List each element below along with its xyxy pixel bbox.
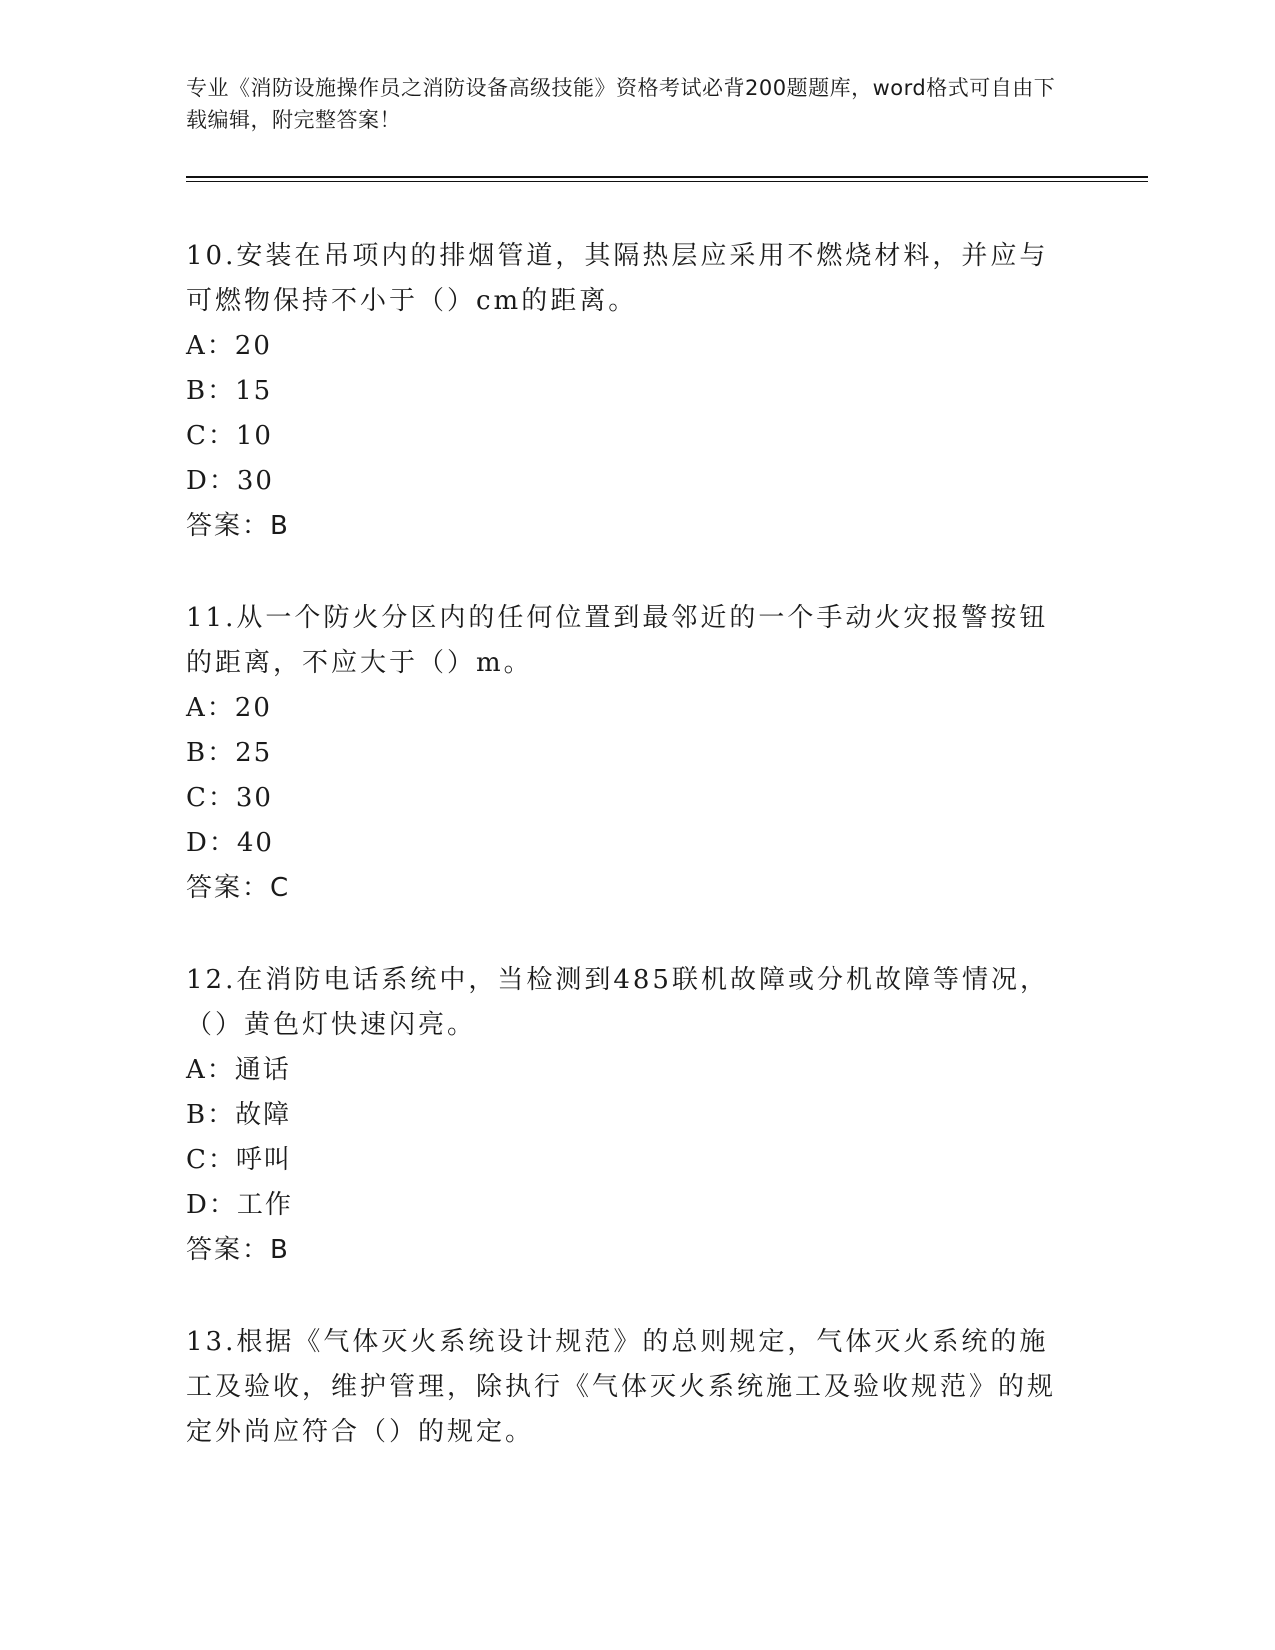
question-stem: 10.安装在吊项内的排烟管道，其隔热层应采用不燃烧材料，并应与可燃物保持不小于（）cm的距离。 bbox=[186, 241, 1049, 316]
header-divider-thin bbox=[186, 181, 1148, 182]
option-b: B：25 bbox=[186, 738, 273, 768]
answer-line: 答案：B bbox=[186, 1235, 290, 1265]
option-c: C：10 bbox=[186, 421, 273, 451]
option-a: A：20 bbox=[186, 693, 272, 723]
option-c: C：呼叫 bbox=[186, 1145, 292, 1175]
question-stem: 13.根据《气体灭火系统设计规范》的总则规定，气体灭火系统的施工及验收，维护管理，除执行《气体灭火系统施工及验收规范》的规定外尚应符合（）的规定。 bbox=[186, 1327, 1057, 1447]
option-b: B：故障 bbox=[186, 1100, 292, 1130]
option-c: C：30 bbox=[186, 783, 273, 813]
option-a: A：通话 bbox=[186, 1055, 291, 1085]
question-stem: 11.从一个防火分区内的任何位置到最邻近的一个手动火灾报警按钮的距离，不应大于（）m。 bbox=[186, 603, 1049, 678]
question-stem: 12.在消防电话系统中，当检测到485联机故障或分机故障等情况，（）黄色灯快速闪亮。 bbox=[186, 965, 1049, 1040]
document-header: 专业《消防设施操作员之消防设备高级技能》资格考试必背200题题库，word格式可自由下载编辑，附完整答案！ bbox=[186, 76, 1056, 132]
header-divider-thick bbox=[186, 176, 1148, 178]
option-d: D：30 bbox=[186, 466, 274, 496]
option-a: A：20 bbox=[186, 331, 272, 361]
question-10 bbox=[186, 234, 1066, 549]
question-11 bbox=[186, 596, 1066, 911]
option-b: B：15 bbox=[186, 376, 273, 406]
question-13 bbox=[186, 1320, 1066, 1455]
answer-line: 答案：B bbox=[186, 511, 290, 541]
option-d: D：40 bbox=[186, 828, 274, 858]
question-12 bbox=[186, 958, 1066, 1273]
option-d: D：工作 bbox=[186, 1190, 293, 1220]
answer-line: 答案：C bbox=[186, 873, 291, 903]
